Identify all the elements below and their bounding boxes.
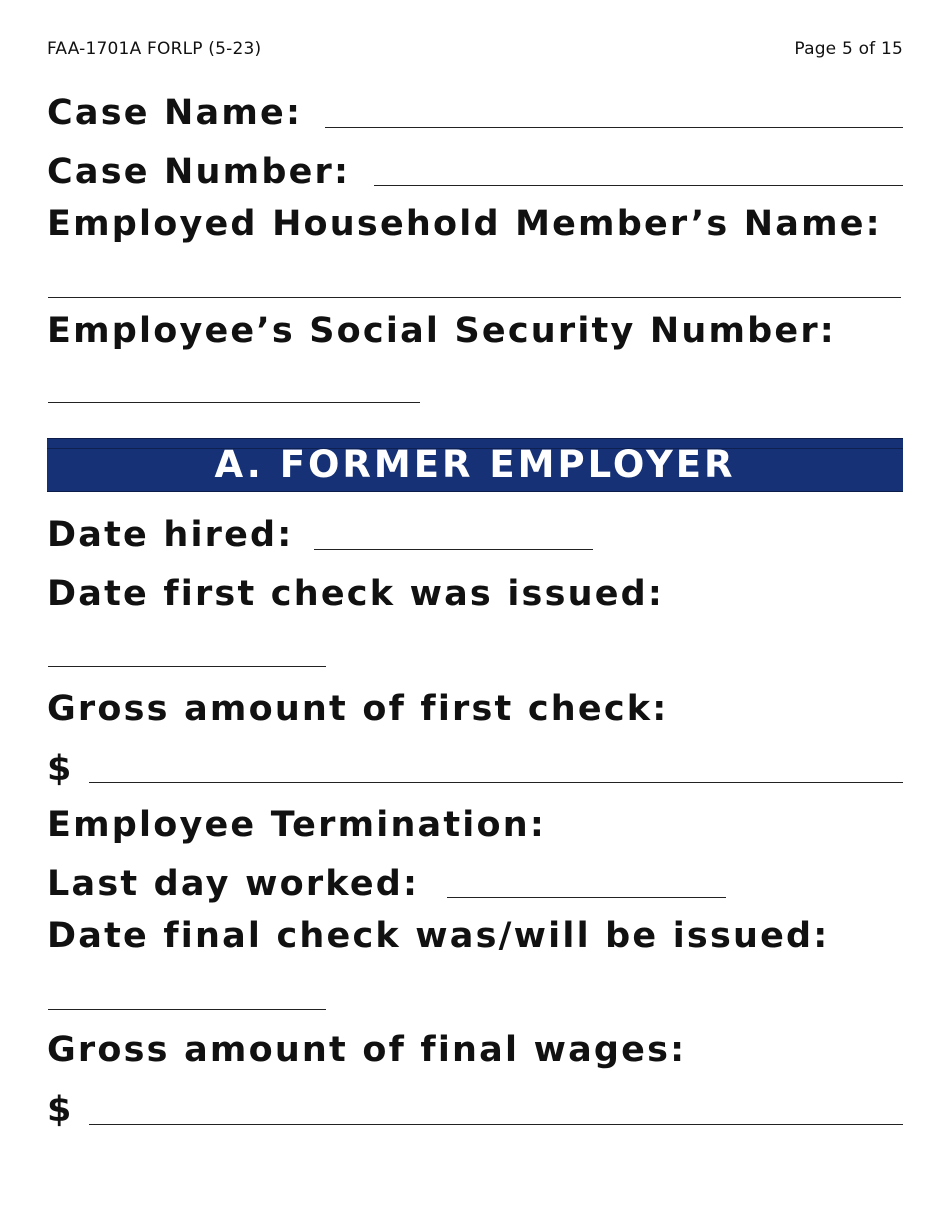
ssn-label: Employee’s Social Security Number: [47,311,837,351]
member-name-label: Employed Household Member’s Name: [47,204,882,244]
page-number: Page 5 of 15 [794,39,903,59]
case-name-field[interactable] [325,127,903,128]
date-hired-label: Date hired: [47,515,294,555]
dollar-sign: $ [47,1090,74,1130]
case-number-label: Case Number: [47,152,351,192]
last-day-field[interactable] [447,897,726,898]
final-check-date-field[interactable] [48,1009,326,1010]
final-wages-gross-label: Gross amount of final wages: [47,1030,687,1070]
first-check-date-label: Date first check was issued: [47,574,665,614]
final-check-date-label: Date final check was/will be issued: [47,916,830,956]
first-check-date-field[interactable] [48,666,326,667]
section-a-banner [47,438,903,492]
case-number-field[interactable] [374,185,903,186]
case-name-label: Case Name: [47,93,303,133]
section-a-title: A. FORMER EMPLOYER [214,443,736,486]
first-check-gross-field[interactable] [89,782,903,783]
date-hired-field[interactable] [314,549,593,550]
form-id: FAA-1701A FORLP (5-23) [47,39,262,59]
last-day-label: Last day worked: [47,864,420,904]
first-check-gross-label: Gross amount of first check: [47,689,669,729]
member-name-field[interactable] [48,297,901,298]
final-wages-gross-field[interactable] [89,1124,903,1125]
termination-heading: Employee Termination: [47,805,547,845]
dollar-sign: $ [47,749,74,789]
ssn-field[interactable] [48,402,420,403]
